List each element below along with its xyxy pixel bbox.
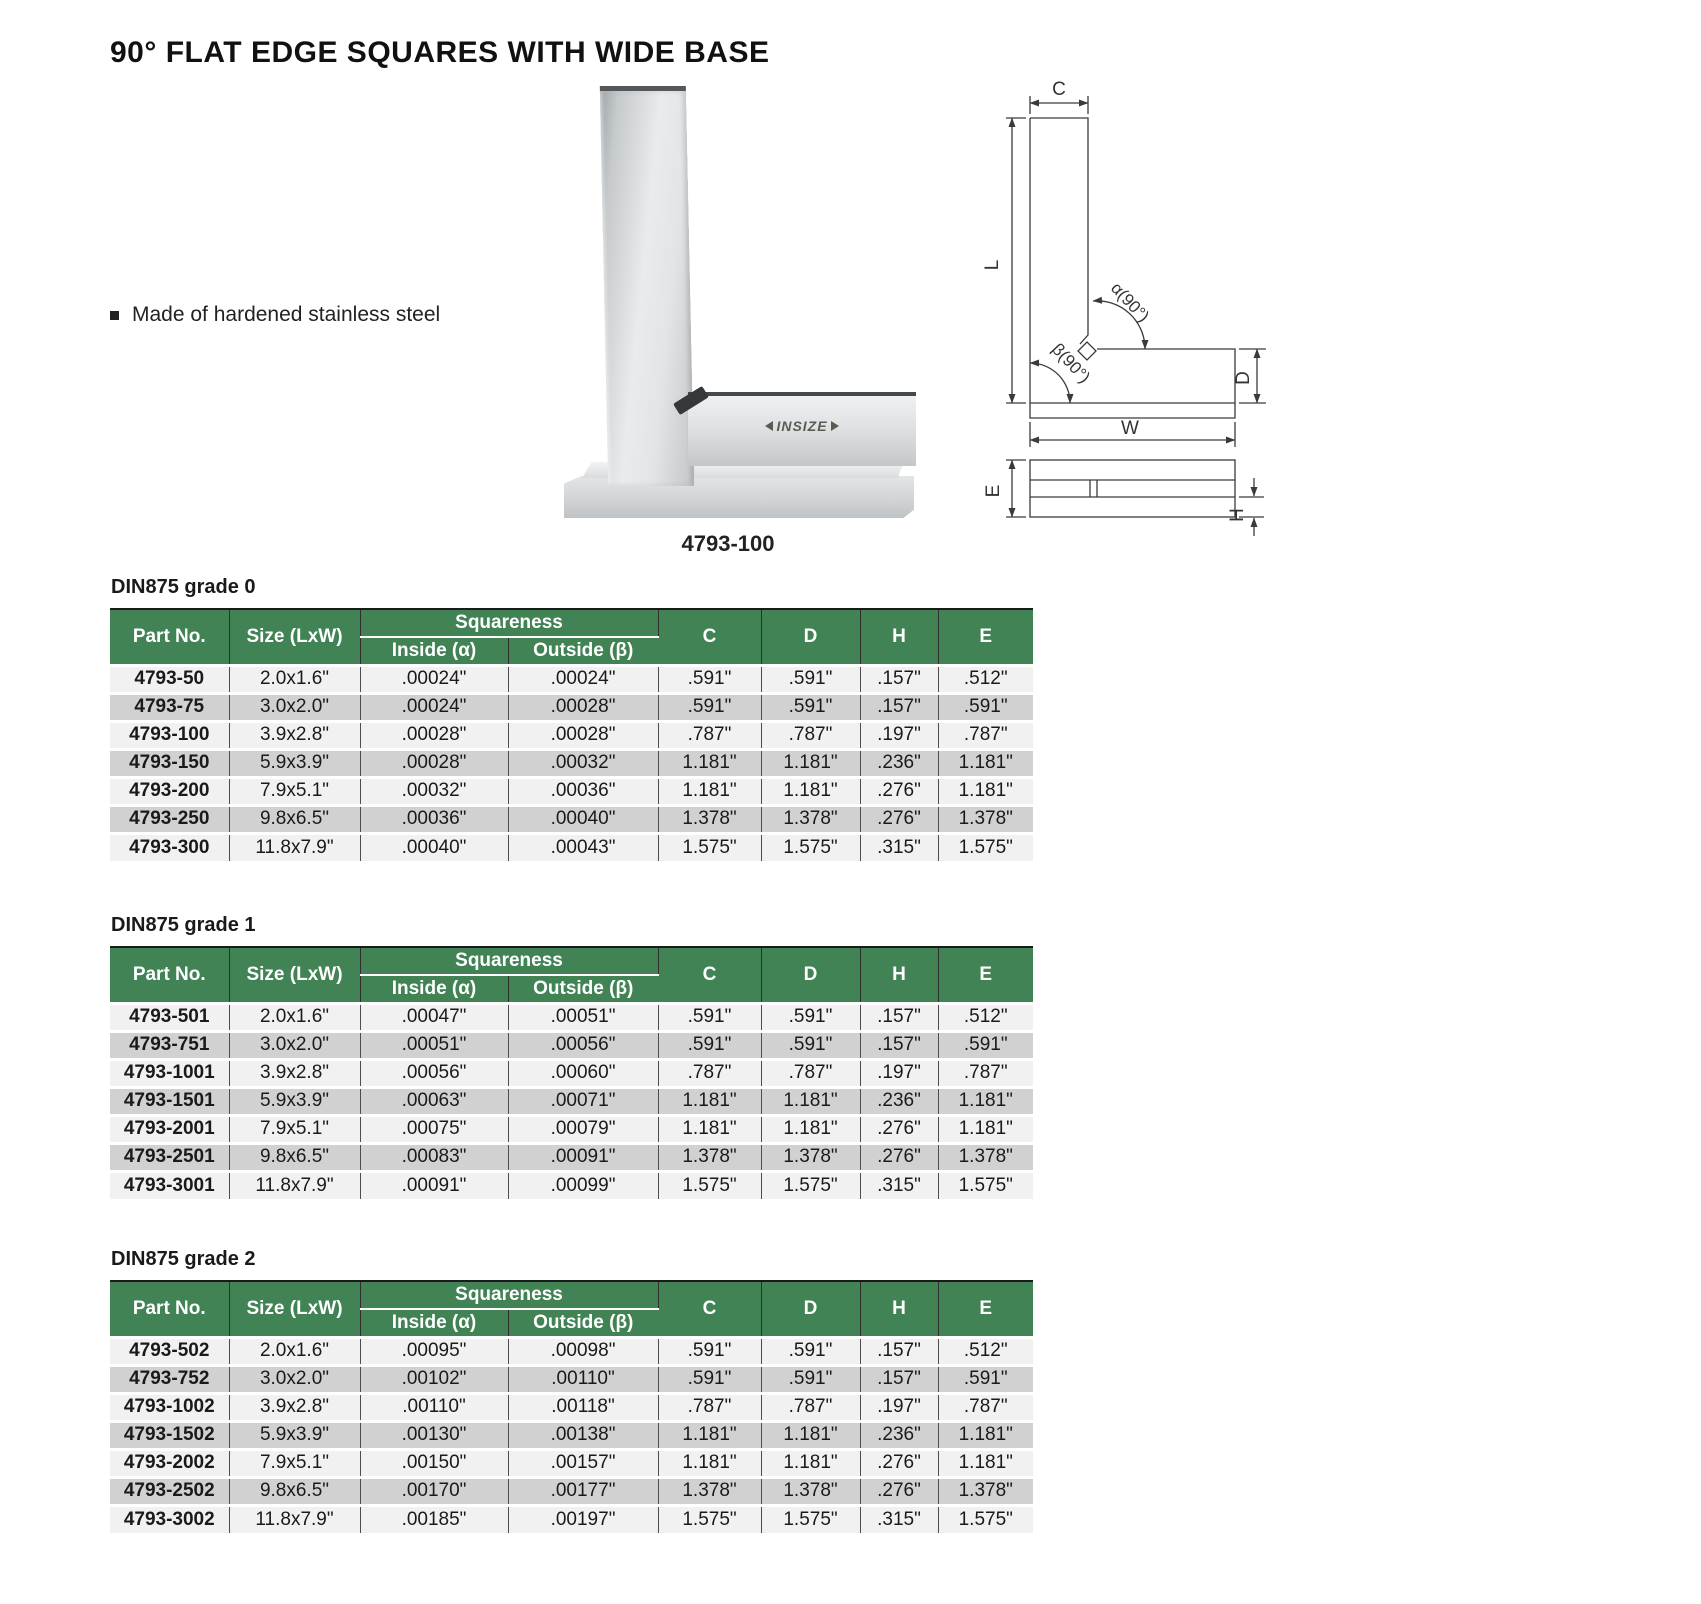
value-cell: 11.8x7.9" (229, 1505, 360, 1533)
value-cell: .00056" (508, 1031, 658, 1059)
value-cell: .315" (860, 1505, 938, 1533)
part-no-cell: 4793-2001 (110, 1115, 229, 1143)
value-cell: .157" (860, 693, 938, 721)
col-header-squareness: Squareness (360, 609, 658, 637)
value-cell: .787" (658, 1393, 761, 1421)
part-no-cell: 4793-200 (110, 777, 229, 805)
value-cell: .00040" (508, 805, 658, 833)
part-no-cell: 4793-502 (110, 1337, 229, 1365)
value-cell: .197" (860, 721, 938, 749)
col-header-inside: Inside (α) (360, 637, 508, 665)
value-cell: .00028" (360, 721, 508, 749)
value-cell: .00024" (360, 665, 508, 693)
value-cell: 1.378" (658, 1477, 761, 1505)
table-row (110, 1059, 1033, 1087)
value-cell: .157" (860, 1031, 938, 1059)
value-cell: .591" (761, 1337, 860, 1365)
table-row (110, 721, 1033, 749)
col-header-outside: Outside (β) (508, 975, 658, 1003)
blade-outline (1030, 118, 1088, 344)
value-cell: 11.8x7.9" (229, 833, 360, 861)
value-cell: .276" (860, 1449, 938, 1477)
value-cell: 11.8x7.9" (229, 1171, 360, 1199)
part-no-cell: 4793-751 (110, 1031, 229, 1059)
value-cell: 9.8x6.5" (229, 1477, 360, 1505)
value-cell: 1.575" (761, 1505, 860, 1533)
value-cell: 1.181" (938, 1087, 1033, 1115)
table-row (110, 1449, 1033, 1477)
value-cell: .591" (658, 693, 761, 721)
value-cell: .591" (658, 1337, 761, 1365)
value-cell: .00028" (508, 693, 658, 721)
value-cell: .00060" (508, 1059, 658, 1087)
brand-logo (688, 418, 916, 434)
col-header-outside: Outside (β) (508, 637, 658, 665)
value-cell: 3.9x2.8" (229, 721, 360, 749)
col-header-part-no: Part No. (110, 947, 229, 1003)
value-cell: .236" (860, 1421, 938, 1449)
value-cell: 1.181" (761, 1087, 860, 1115)
value-cell: .591" (658, 1003, 761, 1031)
value-cell: .787" (761, 1059, 860, 1087)
table-row (110, 1365, 1033, 1393)
value-cell: 1.181" (658, 749, 761, 777)
value-cell: .00024" (508, 665, 658, 693)
table-row (110, 1171, 1033, 1199)
value-cell: .591" (658, 1031, 761, 1059)
value-cell: .591" (938, 1031, 1033, 1059)
value-cell: 3.0x2.0" (229, 693, 360, 721)
value-cell: .00110" (360, 1393, 508, 1421)
value-cell: 1.181" (938, 777, 1033, 805)
col-header-inside: Inside (α) (360, 1309, 508, 1337)
part-no-cell: 4793-1502 (110, 1421, 229, 1449)
part-no-cell: 4793-300 (110, 833, 229, 861)
table-row (110, 1505, 1033, 1533)
value-cell: 1.181" (938, 749, 1033, 777)
part-no-cell: 4793-100 (110, 721, 229, 749)
value-cell: .00091" (360, 1171, 508, 1199)
col-header-squareness: Squareness (360, 1281, 658, 1309)
value-cell: 1.181" (761, 1115, 860, 1143)
value-cell: 1.575" (761, 833, 860, 861)
dim-label-h: H (1227, 508, 1248, 522)
spec-table (110, 1280, 1033, 1533)
logo-wing-right-icon (831, 421, 839, 431)
col-header-inside: Inside (α) (360, 975, 508, 1003)
value-cell: 3.0x2.0" (229, 1365, 360, 1393)
value-cell: 1.181" (761, 749, 860, 777)
value-cell: 1.378" (938, 805, 1033, 833)
table-row (110, 1115, 1033, 1143)
value-cell: 5.9x3.9" (229, 1087, 360, 1115)
value-cell: .00056" (360, 1059, 508, 1087)
value-cell: .591" (658, 1365, 761, 1393)
value-cell: .276" (860, 1143, 938, 1171)
table-row (110, 1143, 1033, 1171)
dim-label-e: E (983, 484, 1004, 498)
value-cell: 1.378" (658, 805, 761, 833)
value-cell: .00040" (360, 833, 508, 861)
value-cell: .00024" (360, 693, 508, 721)
part-no-cell: 4793-752 (110, 1365, 229, 1393)
value-cell: .157" (860, 1365, 938, 1393)
value-cell: .787" (658, 1059, 761, 1087)
value-cell: .512" (938, 1003, 1033, 1031)
value-cell: 7.9x5.1" (229, 777, 360, 805)
brand-text: INSIZE (776, 418, 828, 434)
part-no-cell: 4793-2501 (110, 1143, 229, 1171)
value-cell: .00185" (360, 1505, 508, 1533)
col-header-outside: Outside (β) (508, 1309, 658, 1337)
value-cell: 9.8x6.5" (229, 805, 360, 833)
value-cell: .00032" (360, 777, 508, 805)
value-cell: .00063" (360, 1087, 508, 1115)
table-row (110, 777, 1033, 805)
value-cell: .00170" (360, 1477, 508, 1505)
value-cell: 1.181" (658, 1115, 761, 1143)
value-cell: .00095" (360, 1337, 508, 1365)
col-header-size: Size (LxW) (229, 947, 360, 1003)
table-row (110, 749, 1033, 777)
value-cell: .591" (761, 1031, 860, 1059)
logo-wing-left-icon (765, 421, 773, 431)
spec-table (110, 946, 1033, 1199)
table-row (110, 665, 1033, 693)
value-cell: .00138" (508, 1421, 658, 1449)
value-cell: .591" (761, 1365, 860, 1393)
value-cell: .787" (938, 1393, 1033, 1421)
col-header-c: C (658, 1281, 761, 1337)
value-cell: .591" (761, 693, 860, 721)
value-cell: .00051" (360, 1031, 508, 1059)
value-cell: .197" (860, 1059, 938, 1087)
value-cell: .00051" (508, 1003, 658, 1031)
value-cell: 1.378" (761, 805, 860, 833)
bullet-square-icon (110, 311, 119, 320)
value-cell: 7.9x5.1" (229, 1115, 360, 1143)
col-header-size: Size (LxW) (229, 1281, 360, 1337)
value-cell: .157" (860, 1003, 938, 1031)
value-cell: 5.9x3.9" (229, 749, 360, 777)
value-cell: .157" (860, 665, 938, 693)
col-header-e: E (938, 947, 1033, 1003)
col-header-c: C (658, 609, 761, 665)
value-cell: 1.575" (938, 833, 1033, 861)
technical-diagram (920, 60, 1320, 545)
value-cell: 1.575" (658, 833, 761, 861)
table-section-grade1 (110, 914, 1040, 1199)
part-no-cell: 4793-2502 (110, 1477, 229, 1505)
value-cell: .00110" (508, 1365, 658, 1393)
value-cell: .276" (860, 1477, 938, 1505)
value-cell: .00036" (360, 805, 508, 833)
value-cell: 2.0x1.6" (229, 665, 360, 693)
table-row (110, 1421, 1033, 1449)
base-strip-outline (1030, 403, 1235, 418)
value-cell: .00157" (508, 1449, 658, 1477)
side-view-outline (1030, 460, 1235, 517)
value-cell: 1.181" (761, 1449, 860, 1477)
part-no-cell: 4793-1001 (110, 1059, 229, 1087)
table-section-grade2 (110, 1248, 1040, 1533)
value-cell: .00043" (508, 833, 658, 861)
value-cell: 1.575" (938, 1171, 1033, 1199)
table-row (110, 1003, 1033, 1031)
table-row (110, 1477, 1033, 1505)
value-cell: 1.181" (938, 1449, 1033, 1477)
value-cell: 1.575" (761, 1171, 860, 1199)
value-cell: .00197" (508, 1505, 658, 1533)
col-header-c: C (658, 947, 761, 1003)
dim-label-beta: β(90°) (1048, 339, 1094, 387)
part-no-cell: 4793-250 (110, 805, 229, 833)
value-cell: .00036" (508, 777, 658, 805)
corner-notch-outline (1078, 342, 1096, 360)
table-row (110, 805, 1033, 833)
col-header-squareness: Squareness (360, 947, 658, 975)
table-row (110, 1031, 1033, 1059)
product-caption: 4793-100 (681, 531, 775, 556)
value-cell: 1.575" (658, 1505, 761, 1533)
value-cell: .00028" (360, 749, 508, 777)
value-cell: .00177" (508, 1477, 658, 1505)
value-cell: .315" (860, 833, 938, 861)
value-cell: 5.9x3.9" (229, 1421, 360, 1449)
dim-label-alpha: α(90°) (1107, 278, 1153, 326)
dim-label-d: D (1233, 371, 1254, 385)
value-cell: 2.0x1.6" (229, 1003, 360, 1031)
value-cell: 1.181" (938, 1421, 1033, 1449)
part-no-cell: 4793-501 (110, 1003, 229, 1031)
value-cell: 1.181" (938, 1115, 1033, 1143)
table-section-grade0 (110, 576, 1040, 861)
col-header-d: D (761, 947, 860, 1003)
value-cell: 1.181" (761, 777, 860, 805)
value-cell: 1.378" (938, 1143, 1033, 1171)
col-header-e: E (938, 609, 1033, 665)
value-cell: .276" (860, 1115, 938, 1143)
table-heading: DIN875 grade 2 (111, 1248, 256, 1270)
value-cell: 2.0x1.6" (229, 1337, 360, 1365)
value-cell: .591" (938, 693, 1033, 721)
value-cell: 1.378" (761, 1477, 860, 1505)
col-header-part-no: Part No. (110, 609, 229, 665)
col-header-d: D (761, 609, 860, 665)
table-row (110, 1393, 1033, 1421)
value-cell: .591" (761, 1003, 860, 1031)
table-row (110, 693, 1033, 721)
value-cell: .315" (860, 1171, 938, 1199)
feature-text: Made of hardened stainless steel (132, 303, 441, 326)
value-cell: 3.9x2.8" (229, 1059, 360, 1087)
square-blade (600, 86, 694, 486)
spec-table (110, 608, 1033, 861)
col-header-d: D (761, 1281, 860, 1337)
dim-label-c: C (1052, 79, 1066, 100)
value-cell: .00130" (360, 1421, 508, 1449)
col-header-size: Size (LxW) (229, 609, 360, 665)
value-cell: 1.378" (938, 1477, 1033, 1505)
value-cell: .00047" (360, 1003, 508, 1031)
value-cell: .00032" (508, 749, 658, 777)
value-cell: 1.575" (938, 1505, 1033, 1533)
value-cell: 1.181" (658, 777, 761, 805)
col-header-e: E (938, 1281, 1033, 1337)
value-cell: .591" (938, 1365, 1033, 1393)
value-cell: .787" (658, 721, 761, 749)
value-cell: .236" (860, 749, 938, 777)
value-cell: .512" (938, 1337, 1033, 1365)
part-no-cell: 4793-75 (110, 693, 229, 721)
value-cell: .787" (938, 721, 1033, 749)
value-cell: .197" (860, 1393, 938, 1421)
value-cell: 1.378" (761, 1143, 860, 1171)
product-photo (548, 80, 908, 532)
value-cell: .00098" (508, 1337, 658, 1365)
table-heading: DIN875 grade 1 (111, 914, 256, 936)
value-cell: .00079" (508, 1115, 658, 1143)
page-title: 90° FLAT EDGE SQUARES WITH WIDE BASE (110, 36, 770, 69)
value-cell: 3.0x2.0" (229, 1031, 360, 1059)
value-cell: 1.181" (658, 1421, 761, 1449)
value-cell: .00071" (508, 1087, 658, 1115)
table-row (110, 1337, 1033, 1365)
value-cell: .00028" (508, 721, 658, 749)
value-cell: 1.181" (658, 1449, 761, 1477)
value-cell: .00091" (508, 1143, 658, 1171)
value-cell: 1.181" (658, 1087, 761, 1115)
value-cell: .157" (860, 1337, 938, 1365)
value-cell: .591" (761, 665, 860, 693)
value-cell: .787" (938, 1059, 1033, 1087)
value-cell: .00118" (508, 1393, 658, 1421)
value-cell: 7.9x5.1" (229, 1449, 360, 1477)
value-cell: .00075" (360, 1115, 508, 1143)
part-no-cell: 4793-150 (110, 749, 229, 777)
value-cell: .787" (761, 1393, 860, 1421)
value-cell: .276" (860, 805, 938, 833)
value-cell: .00083" (360, 1143, 508, 1171)
value-cell: 9.8x6.5" (229, 1143, 360, 1171)
value-cell: .591" (658, 665, 761, 693)
col-header-h: H (860, 1281, 938, 1337)
dim-label-l: L (982, 259, 1003, 271)
feature-bullet-item (110, 303, 440, 327)
col-header-h: H (860, 609, 938, 665)
part-no-cell: 4793-1002 (110, 1393, 229, 1421)
value-cell: 1.181" (761, 1421, 860, 1449)
col-header-h: H (860, 947, 938, 1003)
col-header-part-no: Part No. (110, 1281, 229, 1337)
value-cell: .236" (860, 1087, 938, 1115)
value-cell: .00099" (508, 1171, 658, 1199)
value-cell: .787" (761, 721, 860, 749)
part-no-cell: 4793-50 (110, 665, 229, 693)
value-cell: .00150" (360, 1449, 508, 1477)
part-no-cell: 4793-1501 (110, 1087, 229, 1115)
table-row (110, 833, 1033, 861)
value-cell: 1.575" (658, 1171, 761, 1199)
table-heading: DIN875 grade 0 (111, 576, 256, 598)
value-cell: .276" (860, 777, 938, 805)
value-cell: 1.378" (658, 1143, 761, 1171)
value-cell: 3.9x2.8" (229, 1393, 360, 1421)
dim-label-w: W (1121, 418, 1139, 439)
table-row (110, 1087, 1033, 1115)
part-no-cell: 4793-3002 (110, 1505, 229, 1533)
value-cell: .00102" (360, 1365, 508, 1393)
part-no-cell: 4793-2002 (110, 1449, 229, 1477)
value-cell: .512" (938, 665, 1033, 693)
part-no-cell: 4793-3001 (110, 1171, 229, 1199)
